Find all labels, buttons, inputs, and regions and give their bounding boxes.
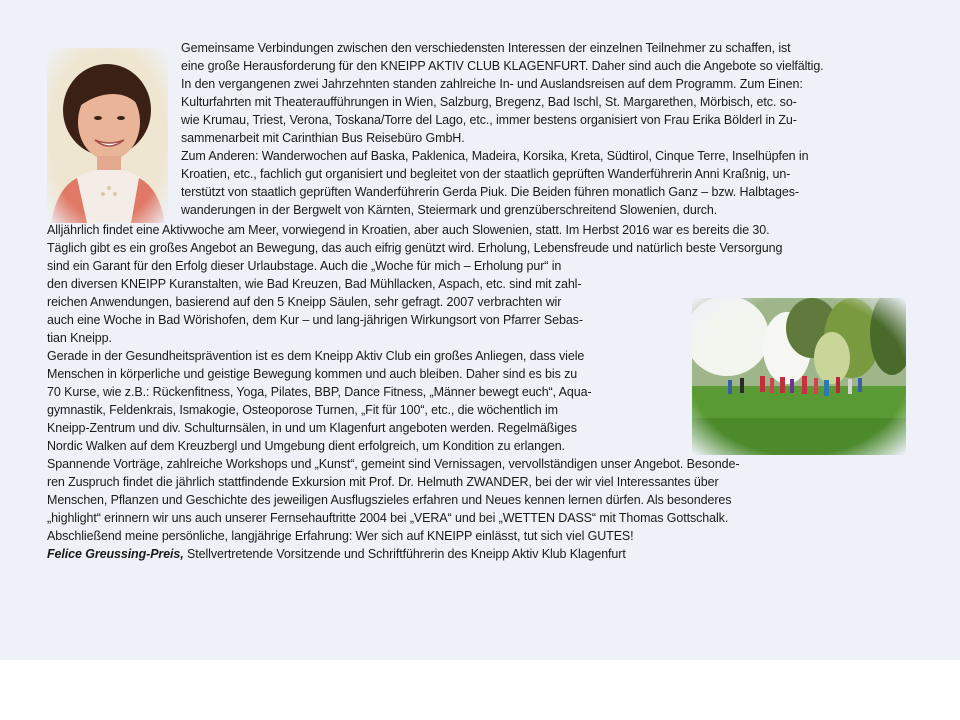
article-line: Gerade in der Gesundheitsprävention ist es dem Kneipp Aktiv Club ein großes Anliegen, dass viele xyxy=(47,349,585,363)
signature-line xyxy=(47,546,626,563)
article-line: Menschen in körperliche und geistige Bewegung kommen und auch bleiben. Daher sind es bis zu xyxy=(47,367,578,381)
article-line: wanderungen in der Bergwelt von Kärnten, Steiermark und grenzüberschreitend Slowenien, durch. xyxy=(181,203,718,217)
article-line: sammenarbeit mit Carinthian Bus Reisebüro GmbH. xyxy=(181,131,465,145)
group-hiking-photo xyxy=(692,298,906,455)
article-line: tian Kneipp. xyxy=(47,331,112,345)
article-line: „highlight“ erinnern wir uns auch unserer Fernsehauftritte 2004 bei „VERA“ und bei „WETTEN DASS“ mit Thomas Gottschalk. xyxy=(47,511,729,525)
portrait-photo xyxy=(47,48,168,223)
article-line: den diversen KNEIPP Kuranstalten, wie Bad Kreuzen, Bad Mühllacken, Aspach, etc. sind mit zahl- xyxy=(47,277,582,291)
article-line: Spannende Vorträge, zahlreiche Workshops und „Kunst“, gemeint sind Vernissagen, vervollständigen unser Angebot. Besonde- xyxy=(47,457,740,471)
article-line: Kroatien, etc., fachlich gut organisiert und begleitet von der staatlich geprüften Wanderführerin Anni Kraßnig, un- xyxy=(181,167,791,181)
article-line: Kulturfahrten mit Theateraufführungen in Wien, Salzburg, Bregenz, Bad Ischl, St. Margarethen, Mörbisch, etc. so- xyxy=(181,95,797,109)
article-line: gymnastik, Feldenkrais, Ismakogie, Osteoporose Turnen, „Fit für 100“, etc., die wöchentlich im xyxy=(47,403,558,417)
article-line: eine große Herausforderung für den KNEIPP AKTIV CLUB KLAGENFURT. Daher sind auch die Angebote so vielfältig. xyxy=(181,59,824,73)
article-line: Abschließend meine persönliche, langjährige Erfahrung: Wer sich auf KNEIPP einlässt, tut sich viel GUTES! xyxy=(47,529,634,543)
article-line: Alljährlich findet eine Aktivwoche am Meer, vorwiegend in Kroatien, aber auch Slowenien, statt. Im Herbst 2016 war es bereits die 30. xyxy=(47,223,770,237)
signature-role: Stellvertretende Vorsitzende und Schriftführerin des Kneipp Aktiv Klub Klagenfurt xyxy=(183,547,626,561)
article-line: terstützt von staatlich geprüften Wanderführerin Gerda Piuk. Die Beiden führen monatlich Ganz – bzw. Halbtages- xyxy=(181,185,799,199)
article-line: Nordic Walken auf dem Kreuzbergl und Umgebung dient erfolgreich, um Kondition zu erlangen. xyxy=(47,439,565,453)
signature-name: Felice Greussing-Preis, xyxy=(47,547,184,561)
article-line: Zum Anderen: Wanderwochen auf Baska, Paklenica, Madeira, Korsika, Kreta, Südtirol, Cinque Terre, Inselhüpfen in xyxy=(181,149,809,163)
article-line: reichen Anwendungen, basierend auf den 5 Kneipp Säulen, sehr gefragt. 2007 verbrachten wir xyxy=(47,295,562,309)
article-line: sind ein Garant für den Erfolg dieser Urlaubstage. Auch die „Woche für mich – Erholung pur“ in xyxy=(47,259,562,273)
article-line: In den vergangenen zwei Jahrzehnten standen zahlreiche In- und Auslandsreisen auf dem Programm. Zum Einen: xyxy=(181,77,803,91)
article-line: Täglich gibt es ein großes Angebot an Bewegung, das auch eifrig genützt wird. Erholung, Lebensfreude und natürlich beste Versorgung xyxy=(47,241,783,255)
article-line: ren Zuspruch findet die jährlich stattfindende Exkursion mit Prof. Dr. Helmuth ZWANDER, bei der wir viel Interessantes über xyxy=(47,475,719,489)
article-line: 70 Kurse, wie z.B.: Rückenfitness, Yoga, Pilates, BBP, Dance Fitness, „Männer bewegt euch“, Aqua- xyxy=(47,385,592,399)
article-line: wie Krumau, Triest, Verona, Toskana/Torre del Lago, etc., immer bestens organisiert von Frau Erika Bölderl in Zu- xyxy=(181,113,797,127)
article-line: Menschen, Pflanzen und Geschichte des jeweiligen Ausflugszieles erfahren und Neues kennen lernen dürfen. Als besonderes xyxy=(47,493,732,507)
article-line: auch eine Woche in Bad Wörishofen, dem Kur – und lang-jährigen Wirkungsort von Pfarrer Sebas- xyxy=(47,313,583,327)
article-line: Gemeinsame Verbindungen zwischen den verschiedensten Interessen der einzelnen Teilnehmer zu schaffen, ist xyxy=(181,41,791,55)
article-line: Kneipp-Zentrum und div. Schulturnsälen, in und um Klagenfurt angeboten werden. Regelmäßiges xyxy=(47,421,577,435)
